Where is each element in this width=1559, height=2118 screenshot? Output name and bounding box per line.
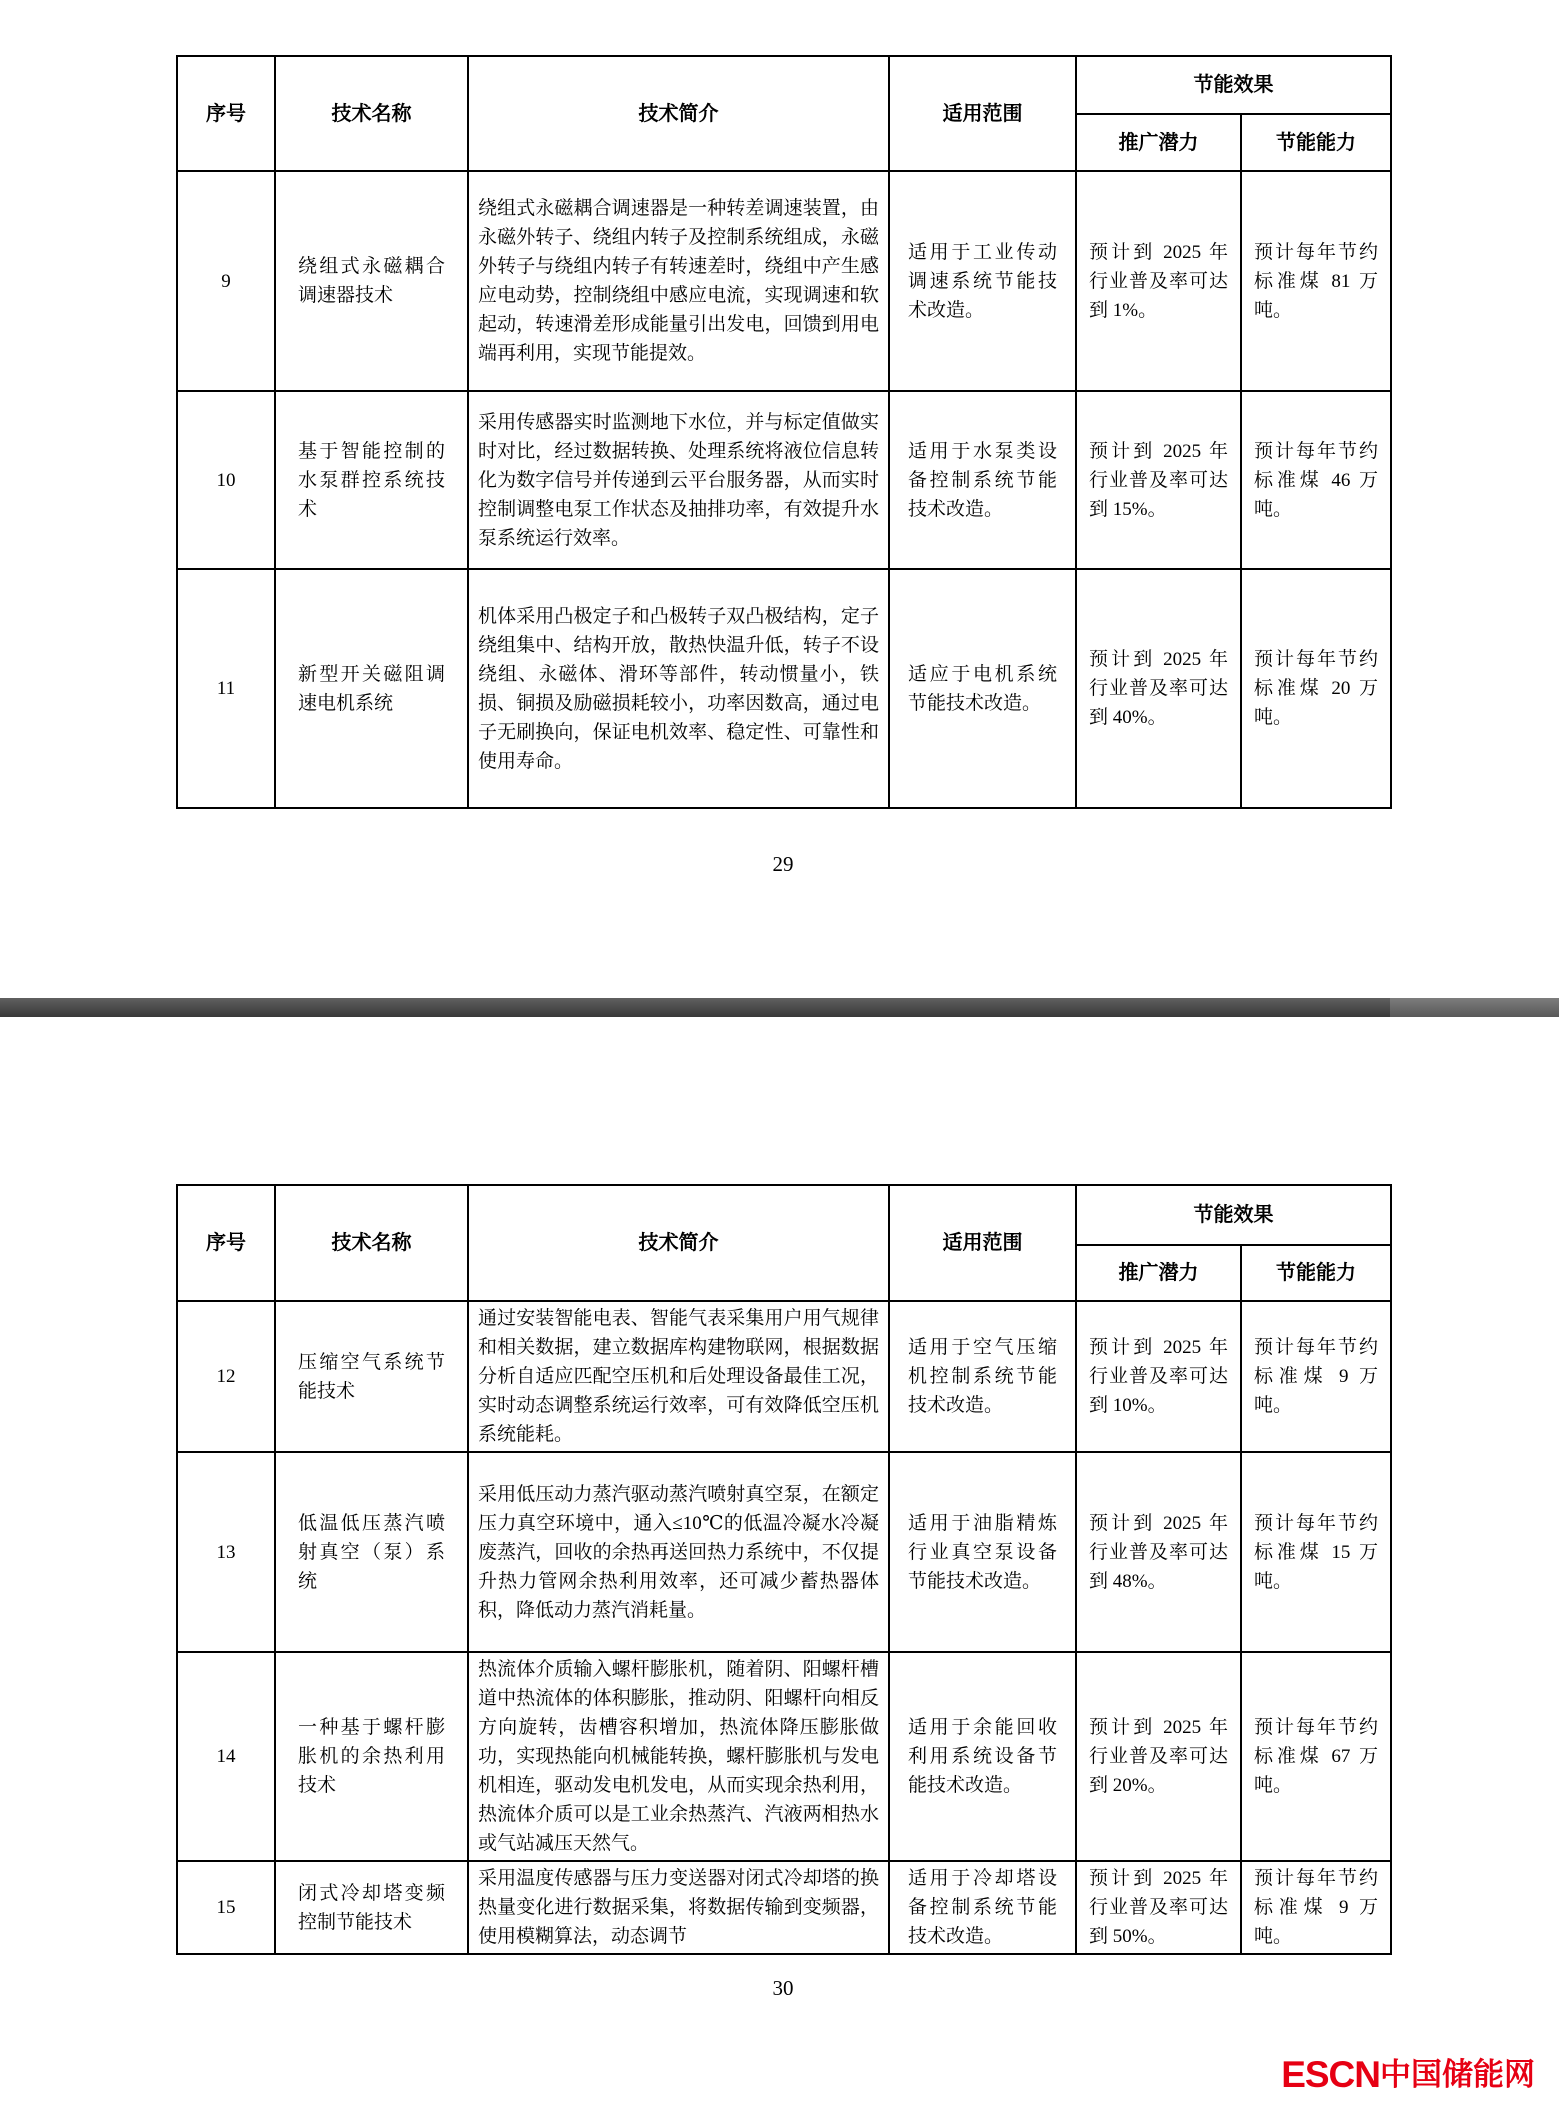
header-index: 序号 <box>177 1185 275 1301</box>
cell-index: 12 <box>177 1301 275 1452</box>
table-row <box>177 171 1391 391</box>
header-tech-intro: 技术简介 <box>468 56 889 171</box>
cell-tech-intro: 采用低压动力蒸汽驱动蒸汽喷射真空泵，在额定压力真空环境中，通入≤10℃的低温冷凝水冷凝废蒸汽，回收的余热再送回热力系统中，不仅提升热力管网余热利用效率，还可减少蓄热器体积，降低动力蒸汽消耗量。 <box>468 1452 889 1652</box>
cell-capacity: 预计每年节约标准煤 15 万吨。 <box>1241 1452 1391 1652</box>
cell-tech-name: 新型开关磁阻调速电机系统 <box>275 569 468 808</box>
table-row <box>177 391 1391 569</box>
divider-light-segment <box>1390 998 1559 1017</box>
table-row <box>177 1301 1391 1452</box>
cell-index: 13 <box>177 1452 275 1652</box>
cell-capacity: 预计每年节约标准煤 81 万吨。 <box>1241 171 1391 391</box>
cell-tech-name: 低温低压蒸汽喷射真空（泵）系统 <box>275 1452 468 1652</box>
table-row <box>177 1652 1391 1861</box>
page-number: 29 <box>772 852 794 876</box>
header-tech-name: 技术名称 <box>275 1185 468 1301</box>
cell-potential: 预计到 2025 年行业普及率可达到 48%。 <box>1076 1452 1241 1652</box>
table-row <box>177 1861 1391 1954</box>
page-number: 30 <box>772 1976 794 2000</box>
cell-capacity: 预计每年节约标准煤 46 万吨。 <box>1241 391 1391 569</box>
table-header-row <box>177 56 1391 114</box>
tech-table-page-30 <box>176 1184 1392 1955</box>
cell-potential: 预计到 2025 年行业普及率可达到 50%。 <box>1076 1861 1241 1954</box>
divider-dark-segment <box>0 998 1390 1017</box>
cell-capacity: 预计每年节约标准煤 67 万吨。 <box>1241 1652 1391 1861</box>
cell-scope: 适用于空气压缩机控制系统节能技术改造。 <box>889 1301 1076 1452</box>
cell-potential: 预计到 2025 年行业普及率可达到 1%。 <box>1076 171 1241 391</box>
escn-logo-cjk: 中国储能网 <box>1380 2057 1535 2092</box>
cell-tech-name: 闭式冷却塔变频控制节能技术 <box>275 1861 468 1954</box>
cell-index: 10 <box>177 391 275 569</box>
table-row <box>177 569 1391 808</box>
cell-tech-intro: 通过安装智能电表、智能气表采集用户用气规律和相关数据，建立数据库构建物联网，根据数据分析自适应匹配空压机和后处理设备最佳工况，实时动态调整系统运行效率，可有效降低空压机系统能耗。 <box>468 1301 889 1452</box>
cell-tech-name: 压缩空气系统节能技术 <box>275 1301 468 1452</box>
page-divider-bar <box>0 998 1559 1017</box>
header-scope: 适用范围 <box>889 1185 1076 1301</box>
header-scope: 适用范围 <box>889 56 1076 171</box>
cell-tech-intro: 机体采用凸极定子和凸极转子双凸极结构，定子绕组集中、结构开放，散热快温升低，转子不设绕组、永磁体、滑环等部件，转动惯量小，铁损、铜损及励磁损耗较小，功率因数高，通过电子无刷换向，保证电机效率、稳定性、可靠性和使用寿命。 <box>468 569 889 808</box>
cell-scope: 适用于水泵类设备控制系统节能技术改造。 <box>889 391 1076 569</box>
table-header-row <box>177 1185 1391 1245</box>
header-effect: 节能效果 <box>1076 56 1391 114</box>
cell-potential: 预计到 2025 年行业普及率可达到 40%。 <box>1076 569 1241 808</box>
cell-scope: 适用于余能回收利用系统设备节能技术改造。 <box>889 1652 1076 1861</box>
cell-potential: 预计到 2025 年行业普及率可达到 15%。 <box>1076 391 1241 569</box>
cell-scope: 适用于油脂精炼行业真空泵设备节能技术改造。 <box>889 1452 1076 1652</box>
header-capacity: 节能能力 <box>1241 1245 1391 1301</box>
header-capacity: 节能能力 <box>1241 114 1391 171</box>
cell-tech-name: 一种基于螺杆膨胀机的余热利用技术 <box>275 1652 468 1861</box>
cell-scope: 适应于电机系统节能技术改造。 <box>889 569 1076 808</box>
cell-potential: 预计到 2025 年行业普及率可达到 10%。 <box>1076 1301 1241 1452</box>
cell-tech-intro: 绕组式永磁耦合调速器是一种转差调速装置，由永磁外转子、绕组内转子及控制系统组成，永磁外转子与绕组内转子有转速差时，绕组中产生感应电动势，控制绕组中感应电流，实现调速和软起动，转速滑差形成能量引出发电，回馈到用电端再利用，实现节能提效。 <box>468 171 889 391</box>
cell-tech-name: 绕组式永磁耦合调速器技术 <box>275 171 468 391</box>
table-row <box>177 1452 1391 1652</box>
cell-capacity: 预计每年节约标准煤 9 万吨。 <box>1241 1301 1391 1452</box>
header-tech-intro: 技术简介 <box>468 1185 889 1301</box>
escn-logo <box>1281 2049 1535 2096</box>
cell-index: 15 <box>177 1861 275 1954</box>
cell-tech-name: 基于智能控制的水泵群控系统技术 <box>275 391 468 569</box>
header-index: 序号 <box>177 56 275 171</box>
cell-tech-intro: 采用温度传感器与压力变送器对闭式冷却塔的换热量变化进行数据采集，将数据传输到变频器，使用模糊算法，动态调节 <box>468 1861 889 1954</box>
cell-tech-intro: 热流体介质输入螺杆膨胀机，随着阴、阳螺杆槽道中热流体的体积膨胀，推动阴、阳螺杆向相反方向旋转，齿槽容积增加，热流体降压膨胀做功，实现热能向机械能转换，螺杆膨胀机与发电机相连，驱动发电机发电，从而实现余热利用，热流体介质可以是工业余热蒸汽、汽液两相热水或气站减压天然气。 <box>468 1652 889 1861</box>
cell-index: 11 <box>177 569 275 808</box>
cell-capacity: 预计每年节约标准煤 20 万吨。 <box>1241 569 1391 808</box>
cell-index: 9 <box>177 171 275 391</box>
header-effect: 节能效果 <box>1076 1185 1391 1245</box>
cell-capacity: 预计每年节约标准煤 9 万吨。 <box>1241 1861 1391 1954</box>
tech-table-page-29 <box>176 55 1392 809</box>
cell-scope: 适用于冷却塔设备控制系统节能技术改造。 <box>889 1861 1076 1954</box>
escn-logo-latin: ESCN <box>1281 2054 1380 2095</box>
cell-potential: 预计到 2025 年行业普及率可达到 20%。 <box>1076 1652 1241 1861</box>
header-potential: 推广潜力 <box>1076 114 1241 171</box>
cell-tech-intro: 采用传感器实时监测地下水位，并与标定值做实时对比，经过数据转换、处理系统将液位信息转化为数字信号并传递到云平台服务器，从而实时控制调整电泵工作状态及抽排功率，有效提升水泵系统运行效率。 <box>468 391 889 569</box>
header-potential: 推广潜力 <box>1076 1245 1241 1301</box>
cell-index: 14 <box>177 1652 275 1861</box>
header-tech-name: 技术名称 <box>275 56 468 171</box>
cell-scope: 适用于工业传动调速系统节能技术改造。 <box>889 171 1076 391</box>
